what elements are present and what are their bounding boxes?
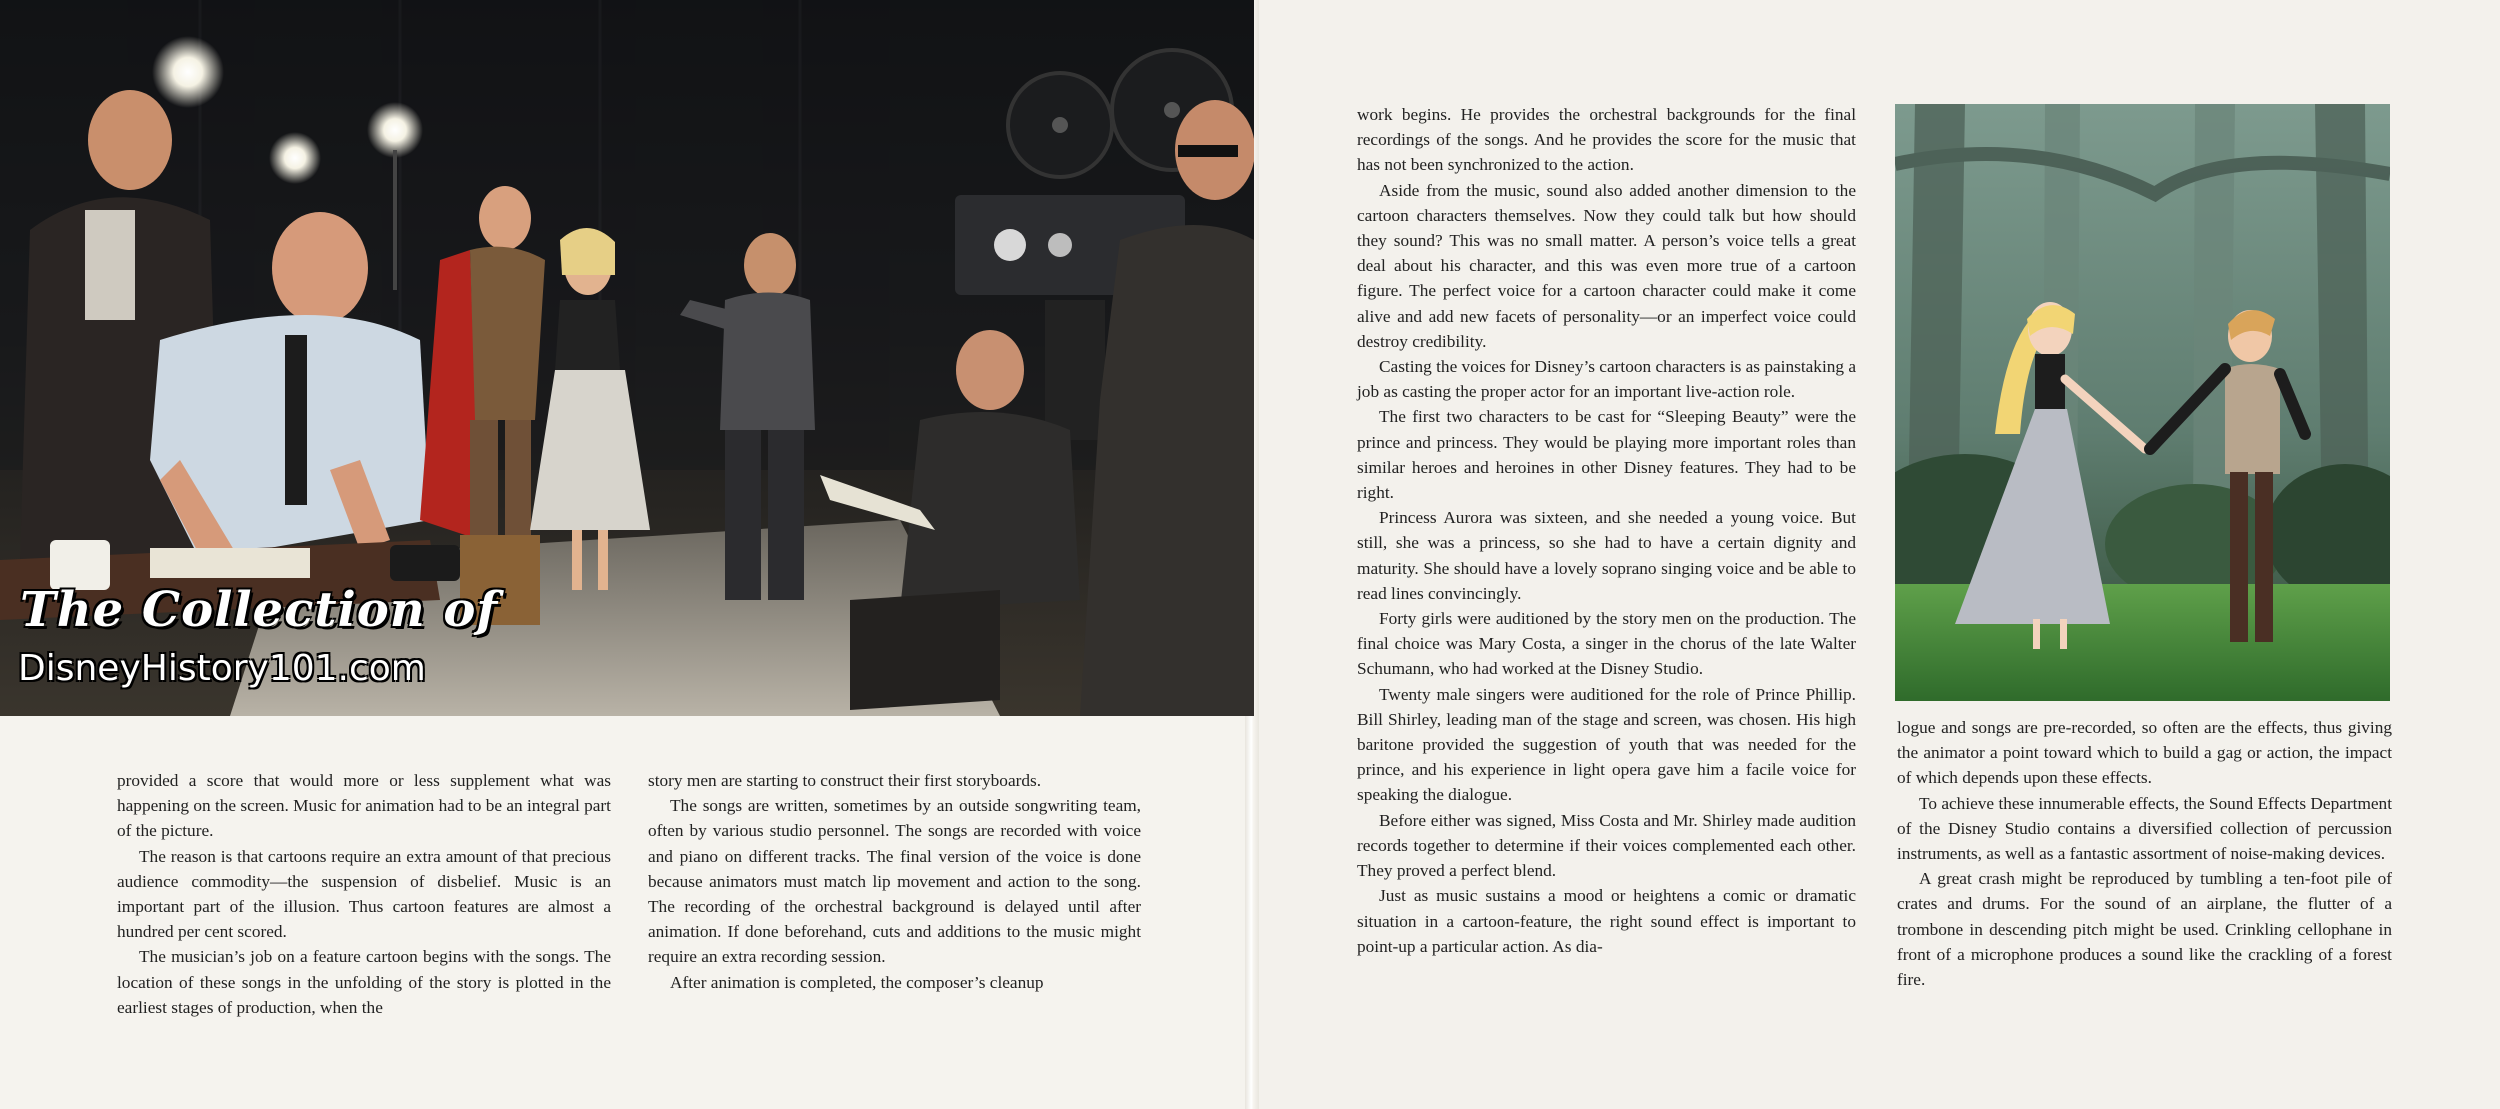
- paragraph: provided a score that would more or less supplement what was happening on the screen. Music for animation had to be an integral part of the picture.: [117, 771, 611, 841]
- paragraph: The musician’s job on a feature cartoon begins with the songs. The location of these songs in the unfolding of the story is plotted in the earliest stages of production, when the: [117, 947, 611, 1017]
- paragraph: Before either was signed, Miss Costa and Mr. Shirley made audition records together to determine if their voices complemented each other. They proved a perfect blend.: [1357, 810, 1856, 881]
- paragraph: To achieve these innumerable effects, the Sound Effects Department of the Disney Studio contains a diversified collection of percussion instruments, as well as a fantastic assortment of noise-making devices.: [1897, 793, 2392, 864]
- aurora-phillip-illustration: [1895, 104, 2390, 701]
- paragraph: Just as music sustains a mood or heightens a comic or dramatic situation in a cartoon-feature, the right sound effect is important to point-up a particular action. As dia-: [1357, 886, 1856, 956]
- paragraph: logue and songs are pre-recorded, so often are the effects, thus giving the animator a point toward which to build a gag or action, the impact of which depends upon these effects.: [1897, 718, 2392, 788]
- paragraph: Forty girls were auditioned by the story men on the production. The final choice was Mary Costa, a singer in the chorus of the late Walter Schumann, who had worked at the Disney Studio.: [1357, 609, 1856, 679]
- right-page-column-1: [1357, 102, 1856, 959]
- paragraph: Casting the voices for Disney’s cartoon characters is as painstaking a job as casting the proper actor for an important live-action role.: [1357, 357, 1857, 402]
- studio-recording-photo: [0, 0, 1254, 716]
- paragraph: The reason is that cartoons require an extra amount of that precious audience commodity—the suspension of disbelief. Music is an important part of the illusion. Thus cartoon features are almost a hundred per cent scored.: [117, 846, 611, 942]
- paragraph: story men are starting to construct their first storyboards.: [648, 771, 1042, 790]
- paragraph: After animation is completed, the composer’s cleanup: [670, 972, 1044, 992]
- left-page-column-2: [648, 768, 1141, 995]
- paragraph: Twenty male singers were auditioned for the role of Prince Phillip. Bill Shirley, leading man of the stage and screen, was chosen. His high baritone provided the suggestion of youth that was needed for the prince, and his experience in light opera gave him a facile voice for speaking the dialogue.: [1357, 684, 1856, 805]
- watermark-line-2: DisneyHistory101.com: [18, 648, 426, 689]
- right-page-column-2: [1897, 715, 2392, 992]
- paragraph: A great crash might be reproduced by tumbling a ten-foot pile of crates and drums. For the sound of an airplane, the flutter of a trombone in descending pitch might be used. Crinkling cellophane in front of a microphone produces a sound like the crackling of a forest fire.: [1897, 869, 2392, 990]
- paragraph: The songs are written, sometimes by an outside songwriting team, often by various studio personnel. The songs are recorded with voice and piano on different tracks. The final version of the voice is done because animators must match lip movement and action to the song. The recording of the orchestral background is delayed until after animation. If done beforehand, cuts and additions to the music might require an extra recording session.: [648, 796, 1141, 967]
- forest-scene-drawing: [1895, 104, 2390, 701]
- paragraph: The first two characters to be cast for “Sleeping Beauty” were the prince and princess. They would be playing more important roles than similar heroes and heroines in other Disney features. They had to be right.: [1357, 407, 1856, 503]
- left-page-column-1: [117, 768, 611, 1020]
- paragraph: Princess Aurora was sixteen, and she needed a young voice. But still, she was a princess, so she had to have a certain dignity and maturity. She should have a lovely soprano singing voice and be able to read lines convincingly.: [1357, 508, 1856, 603]
- watermark-line-1: The Collection of: [20, 582, 499, 638]
- paragraph: Aside from the music, sound also added another dimension to the cartoon characters themselves. Now they could talk but how should they sound? This was no small matter. A person’s voice tells a great deal about his character, and this was even more true of a cartoon figure. The perfect voice for a cartoon character could make it come alive and add new facets of personality—or an imperfect voice could destroy credibility.: [1357, 180, 1856, 351]
- paragraph: work begins. He provides the orchestral backgrounds for the final recordings of the songs. And he provides the score for the music that has not been synchronized to the action.: [1357, 105, 1856, 175]
